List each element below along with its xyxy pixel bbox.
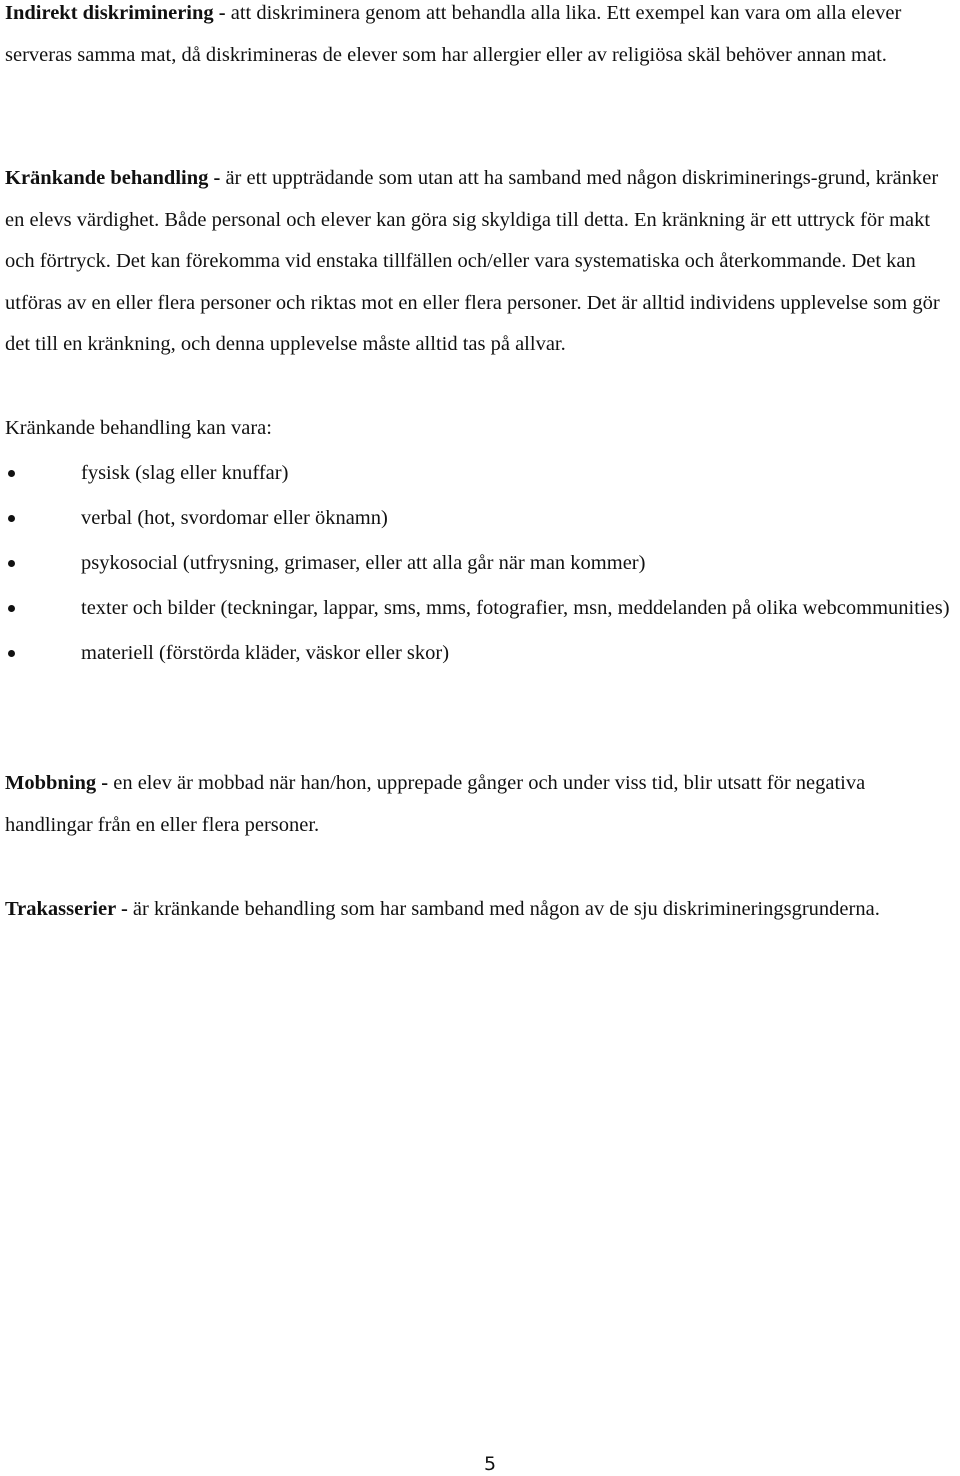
term-trakasserier: Trakasserier - <box>5 898 128 920</box>
list-item-text: verbal (hot, svordomar eller öknamn) <box>81 507 388 529</box>
paragraph-trakasserier <box>5 889 950 931</box>
list-item <box>5 588 950 630</box>
krankande-behandling-list <box>5 453 950 678</box>
bullet-icon <box>8 515 15 522</box>
list-item <box>5 453 950 495</box>
bullet-icon <box>8 650 15 657</box>
list-item-text: texter och bilder (teckningar, lappar, sms, mms, fotografier, msn, meddelanden på olika webcommunities) <box>81 597 950 619</box>
list-item-text: psykosocial (utfrysning, grimaser, eller att alla går när man kommer) <box>81 552 646 574</box>
definition-trakasserier: är kränkande behandling som har samband med någon av de sju diskrimineringsgrunderna. <box>127 898 880 920</box>
list-intro: Kränkande behandling kan vara: <box>5 417 272 439</box>
paragraph-indirekt-diskriminering <box>5 0 950 76</box>
page-number: 5 <box>484 1453 497 1475</box>
term-indirekt-diskriminering: Indirekt diskriminering - <box>5 2 226 24</box>
definition-krankande-behandling: är ett uppträdande som utan att ha samband med någon diskriminerings-grund, kränker en elevs värdighet. Både personal och elever kan göra sig skyldiga till detta. En kränkning är ett uttryck för makt och förtryck. Det kan förekomma vid enstaka tillfällen och/eller vara systematiska och återkommande. Det kan utföras av en eller flera personer och riktas mot en eller flera personer. Det är alltid individens upplevelse som gör det till en kränkning, och denna upplevelse måste alltid tas på allvar. <box>5 167 940 355</box>
term-krankande-behandling: Kränkande behandling - <box>5 167 221 189</box>
list-item <box>5 498 950 540</box>
list-item <box>5 633 950 675</box>
bullet-icon <box>8 470 15 477</box>
bullet-icon <box>8 605 15 612</box>
definition-indirekt-diskriminering: att diskriminera genom att behandla alla lika. Ett exempel kan vara om alla elever serveras samma mat, då diskrimineras de elever som har allergier eller av religiösa skäl behöver annan mat. <box>5 2 902 66</box>
bullet-icon <box>8 560 15 567</box>
term-mobbning: Mobbning - <box>5 772 109 794</box>
paragraph-mobbning <box>5 763 950 846</box>
paragraph-krankande-behandling <box>5 158 950 366</box>
list-item-text: fysisk (slag eller knuffar) <box>81 462 289 484</box>
definition-mobbning: en elev är mobbad när han/hon, upprepade gånger och under viss tid, blir utsatt för negativa handlingar från en eller flera personer. <box>5 772 866 836</box>
list-item-text: materiell (förstörda kläder, väskor eller skor) <box>81 642 450 664</box>
list-item <box>5 543 950 585</box>
